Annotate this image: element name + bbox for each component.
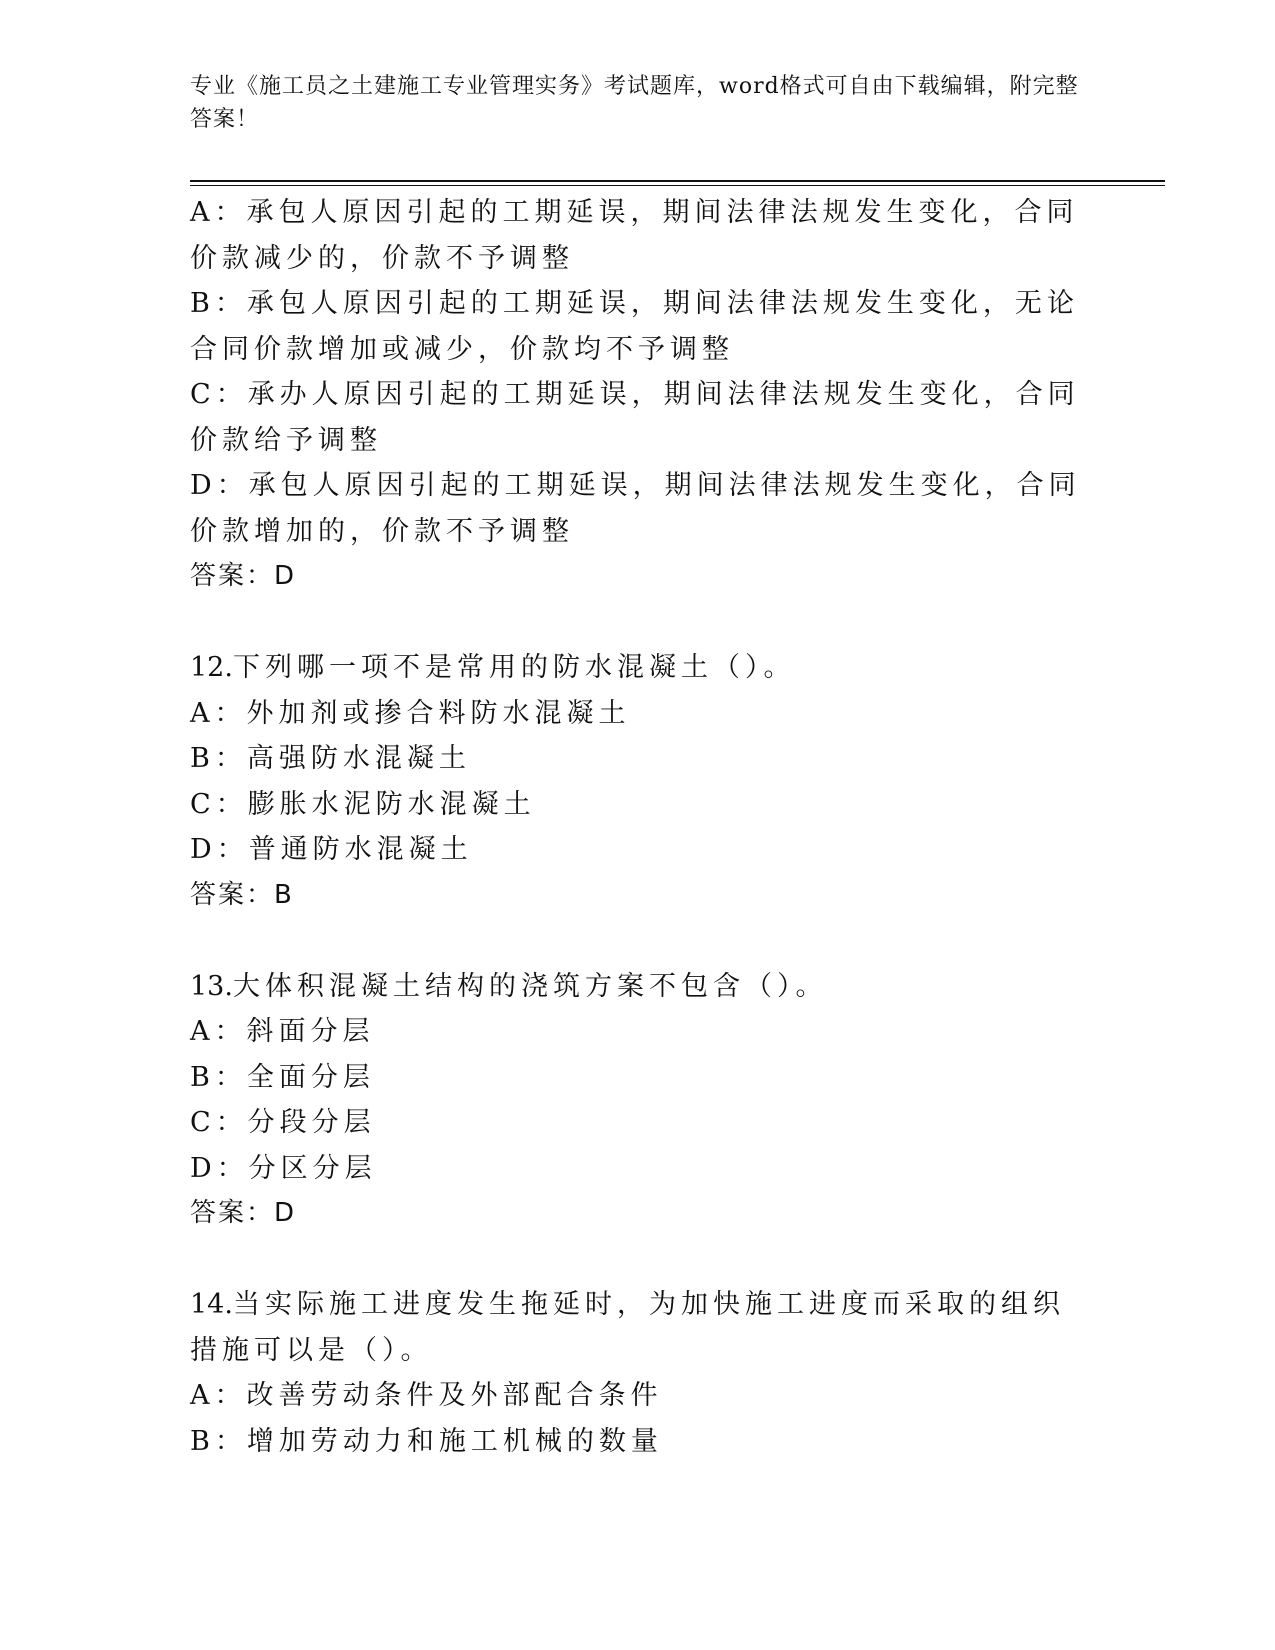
header-divider-thin [190,185,1165,186]
question-11-continuation [190,190,1090,600]
header-divider [190,180,1165,182]
question-stem: 14.当实际施工进度发生拖延时，为加快施工进度而采取的组织措施可以是（）。 [190,1289,1065,1366]
option-b: B：承包人原因引起的工期延误，期间法律法规发生变化，无论合同价款增加或减少，价款均不予调整 [190,288,1079,365]
option-c: C：膨胀水泥防水混凝土 [190,788,536,820]
option-b: B：全面分层 [190,1061,375,1093]
question-12 [190,645,1090,918]
option-a: A：承包人原因引起的工期延误，期间法律法规发生变化，合同价款减少的，价款不予调整 [190,197,1079,274]
answer-line: 答案：D [190,1198,297,1228]
option-c: C：分段分层 [190,1107,376,1138]
question-stem: 13.大体积混凝土结构的浇筑方案不包含（）。 [190,970,828,1002]
document-header: 专业《施工员之土建施工专业管理实务》考试题库，word格式可自由下载编辑，附完整答案！ [190,74,1079,132]
answer-line: 答案：B [190,879,294,910]
option-c: C：承办人原因引起的工期延误，期间法律法规发生变化，合同价款给予调整 [190,379,1080,456]
option-d: D：普通防水混凝土 [190,834,473,865]
option-d: D：承包人原因引起的工期延误，期间法律法规发生变化，合同价款增加的，价款不予调整 [190,470,1081,547]
spacer [190,1237,1090,1283]
option-a: A：改善劳动条件及外部配合条件 [190,1380,663,1411]
option-a: A：斜面分层 [190,1016,375,1047]
question-14 [190,1282,1090,1464]
question-stem: 12.下列哪一项不是常用的防水混凝土（）。 [190,652,796,683]
spacer [190,600,1090,646]
option-b: B：增加劳动力和施工机械的数量 [190,1425,663,1457]
option-b: B：高强防水混凝土 [190,743,471,774]
answer-line: 答案：D [190,561,297,591]
option-d: D：分区分层 [190,1152,377,1184]
spacer [190,918,1090,964]
question-13 [190,964,1090,1237]
question-content [190,190,1090,1464]
option-a: A：外加剂或掺合料防水混凝土 [190,697,631,729]
